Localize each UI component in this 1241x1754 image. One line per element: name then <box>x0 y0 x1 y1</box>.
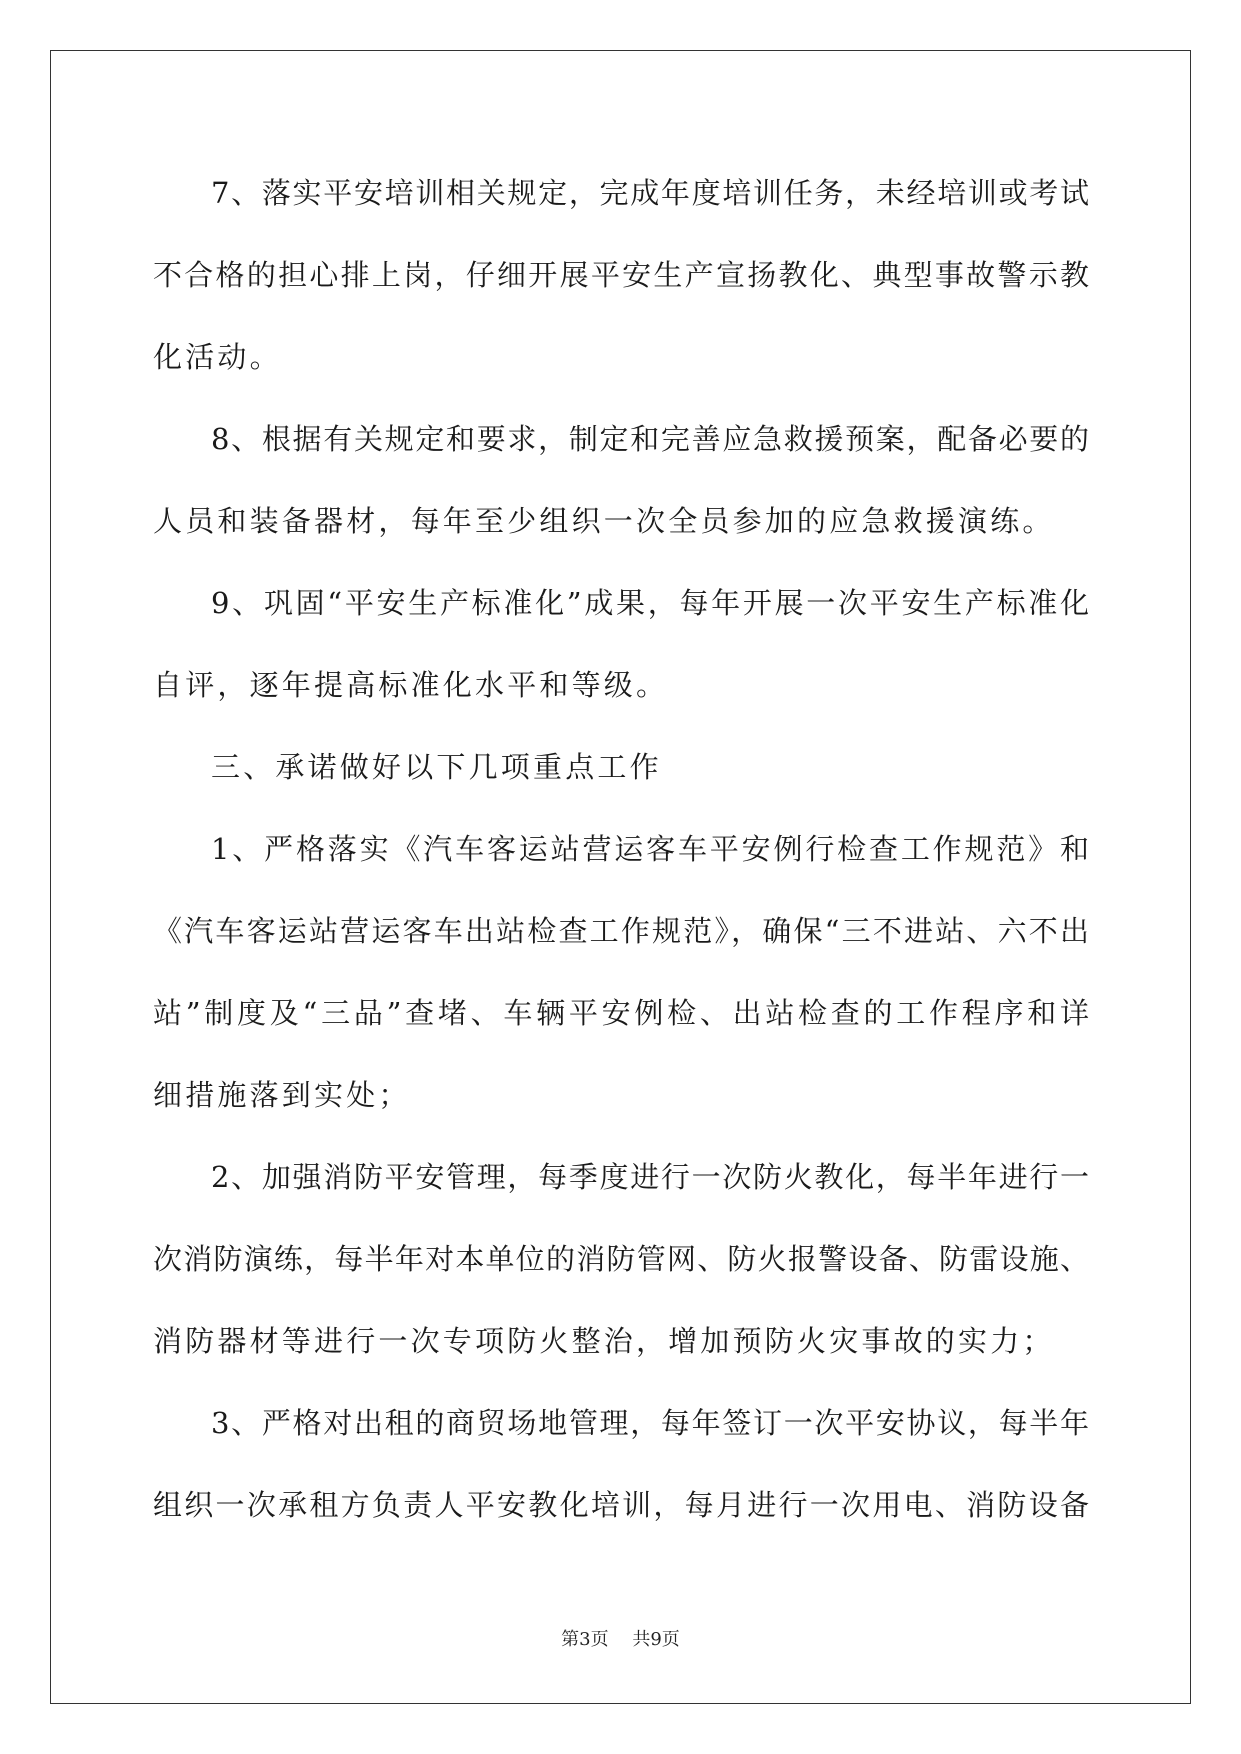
text-line: 2、加强消防平安管理，每季度进行一次防火教化，每半年进行一 <box>211 1160 1089 1194</box>
text-line: 消防器材等进行一次专项防火整治，增加预防火灾事故的实力； <box>153 1324 1055 1358</box>
text-line: 细措施落到实处； <box>153 1078 411 1112</box>
text-line: 1、严格落实《汽车客运站营运客车平安例行检查工作规范》和 <box>211 832 1089 866</box>
text-line: 次消防演练，每半年对本单位的消防管网、防火报警设备、防雷设施、 <box>153 1242 1089 1276</box>
text-line: 站”制度及“三品”查堵、车辆平安例检、出站检查的工作程序和详 <box>153 996 1089 1030</box>
text-line: 人员和装备器材，每年至少组织一次全员参加的应急救援演练。 <box>153 504 1055 538</box>
text-line: 3、严格对出租的商贸场地管理，每年签订一次平安协议，每半年 <box>211 1406 1089 1440</box>
text-line: 不合格的担心排上岗，仔细开展平安生产宣扬教化、典型事故警示教 <box>153 258 1089 292</box>
text-line: 8、根据有关规定和要求，制定和完善应急救援预案，配备必要的 <box>211 422 1089 456</box>
document-body <box>153 158 1089 1552</box>
text-line: 组织一次承租方负责人平安教化培训，每月进行一次用电、消防设备 <box>153 1488 1089 1522</box>
text-line: 化活动。 <box>153 340 282 374</box>
text-line: 7、落实平安培训相关规定，完成年度培训任务，未经培训或考试 <box>211 176 1089 210</box>
text-line: 自评，逐年提高标准化水平和等级。 <box>153 668 669 702</box>
page-total: 共9页 <box>632 1629 680 1650</box>
page-footer <box>0 1625 1241 1651</box>
page-number: 第3页 <box>561 1629 609 1650</box>
text-line: 《汽车客运站营运客车出站检查工作规范》，确保“三不进站、六不出 <box>153 914 1089 948</box>
text-line: 9、巩固“平安生产标准化”成果，每年开展一次平安生产标准化 <box>211 586 1089 620</box>
text-line: 三、承诺做好以下几项重点工作 <box>211 750 662 784</box>
